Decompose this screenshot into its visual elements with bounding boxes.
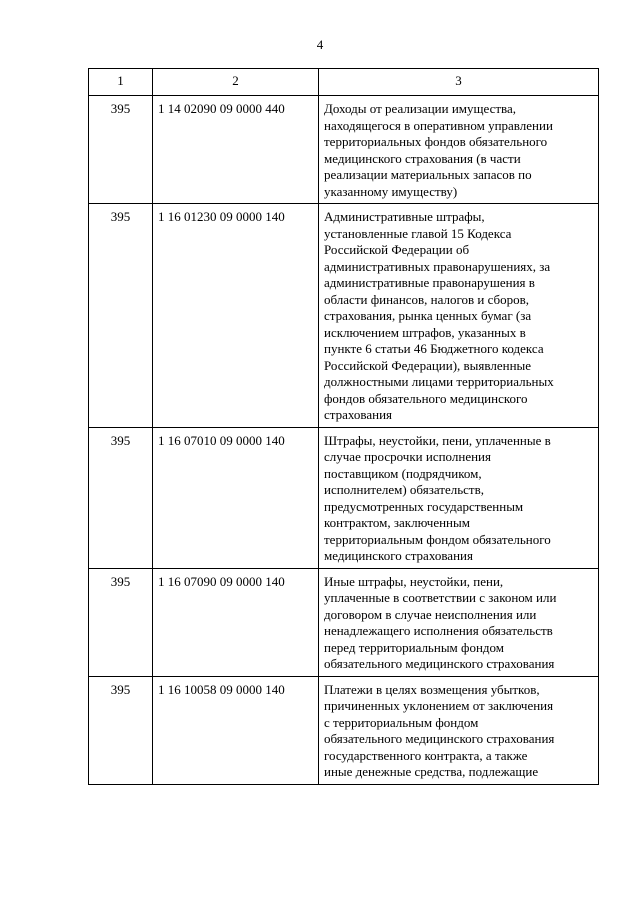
income-name-line: контрактом, заключенным bbox=[324, 515, 470, 530]
income-name-line: медицинского страхования bbox=[324, 548, 473, 563]
income-name-cell bbox=[319, 96, 599, 204]
income-name-line: обязательного медицинского страхования bbox=[324, 656, 555, 671]
income-name-line: находящегося в оперативном управлении bbox=[324, 117, 553, 133]
income-name-line: иные денежные средства, подлежащие bbox=[324, 764, 539, 779]
income-name-line: указанному имуществу) bbox=[324, 183, 458, 199]
column-header-3: 3 bbox=[319, 69, 599, 96]
income-name-line: Российской Федерации об bbox=[324, 242, 470, 257]
income-name-line: страхования bbox=[324, 407, 393, 422]
admin-code-cell: 395 bbox=[89, 96, 153, 204]
income-name-line: медицинского страхования (в части bbox=[324, 150, 521, 166]
income-name-line: территориальных фондов обязательного bbox=[324, 134, 548, 149]
admin-code-cell: 395 bbox=[89, 568, 153, 676]
income-name-line: страхования, рынка ценных бумаг (за bbox=[324, 308, 532, 323]
admin-code-cell: 395 bbox=[89, 427, 153, 568]
table-row bbox=[89, 427, 599, 568]
table-header bbox=[89, 69, 599, 96]
budget-code-cell: 1 16 01230 09 0000 140 bbox=[153, 204, 319, 428]
income-name-line: административных правонарушениях, за bbox=[324, 258, 551, 274]
income-name-line: установленные главой 15 Кодекса bbox=[324, 225, 512, 241]
table-row bbox=[89, 676, 599, 784]
table-row bbox=[89, 568, 599, 676]
income-name-line: исключением штрафов, указанных в bbox=[324, 324, 526, 340]
income-name-line: перед территориальным фондом bbox=[324, 639, 505, 655]
admin-code-cell: 395 bbox=[89, 676, 153, 784]
income-name-line: с территориальным фондом bbox=[324, 714, 479, 730]
income-name-line: поставщиком (подрядчиком, bbox=[324, 465, 482, 481]
income-name-line: государственного контракта, а также bbox=[324, 747, 528, 763]
income-name-line: пункте 6 статьи 46 Бюджетного кодекса bbox=[324, 341, 544, 356]
income-name-line: территориальным фондом обязательного bbox=[324, 531, 551, 547]
income-name-cell bbox=[319, 568, 599, 676]
column-header-2: 2 bbox=[153, 69, 319, 96]
income-name-line: Платежи в целях возмещения убытков, bbox=[324, 681, 540, 697]
income-name-line: Административные штрафы, bbox=[324, 209, 485, 224]
budget-classification-table bbox=[88, 68, 599, 785]
budget-code-cell: 1 16 07090 09 0000 140 bbox=[153, 568, 319, 676]
column-header-1: 1 bbox=[89, 69, 153, 96]
income-name-cell bbox=[319, 676, 599, 784]
income-name-line: Иные штрафы, неустойки, пени, bbox=[324, 573, 504, 589]
income-name-line: Штрафы, неустойки, пени, уплаченные в bbox=[324, 432, 551, 448]
income-name-line: предусмотренных государственным bbox=[324, 498, 524, 514]
header-row bbox=[89, 69, 599, 96]
income-name-line: должностными лицами территориальных bbox=[324, 374, 554, 389]
income-name-line: причиненных уклонением от заключения bbox=[324, 698, 554, 713]
income-name-line: случае просрочки исполнения bbox=[324, 449, 491, 464]
income-name-line: уплаченные в соответствии с законом или bbox=[324, 590, 557, 605]
income-name-line: фондов обязательного медицинского bbox=[324, 390, 528, 406]
table-row bbox=[89, 204, 599, 428]
income-name-line: Доходы от реализации имущества, bbox=[324, 101, 517, 116]
income-name-line: области финансов, налогов и сборов, bbox=[324, 291, 530, 307]
income-name-line: исполнителем) обязательств, bbox=[324, 482, 484, 497]
income-name-line: договором в случае неисполнения или bbox=[324, 606, 537, 622]
page-number: 4 bbox=[316, 37, 324, 52]
budget-code-cell: 1 14 02090 09 0000 440 bbox=[153, 96, 319, 204]
income-name-line: обязательного медицинского страхования bbox=[324, 731, 555, 746]
table-body bbox=[89, 96, 599, 785]
income-name-line: Российской Федерации), выявленные bbox=[324, 357, 532, 373]
table-row bbox=[89, 96, 599, 204]
income-name-cell bbox=[319, 204, 599, 428]
income-name-cell bbox=[319, 427, 599, 568]
budget-code-cell: 1 16 07010 09 0000 140 bbox=[153, 427, 319, 568]
admin-code-cell: 395 bbox=[89, 204, 153, 428]
income-name-line: ненадлежащего исполнения обязательств bbox=[324, 623, 553, 638]
budget-code-cell: 1 16 10058 09 0000 140 bbox=[153, 676, 319, 784]
income-name-line: административные правонарушения в bbox=[324, 275, 535, 290]
income-name-line: реализации материальных запасов по bbox=[324, 167, 532, 182]
